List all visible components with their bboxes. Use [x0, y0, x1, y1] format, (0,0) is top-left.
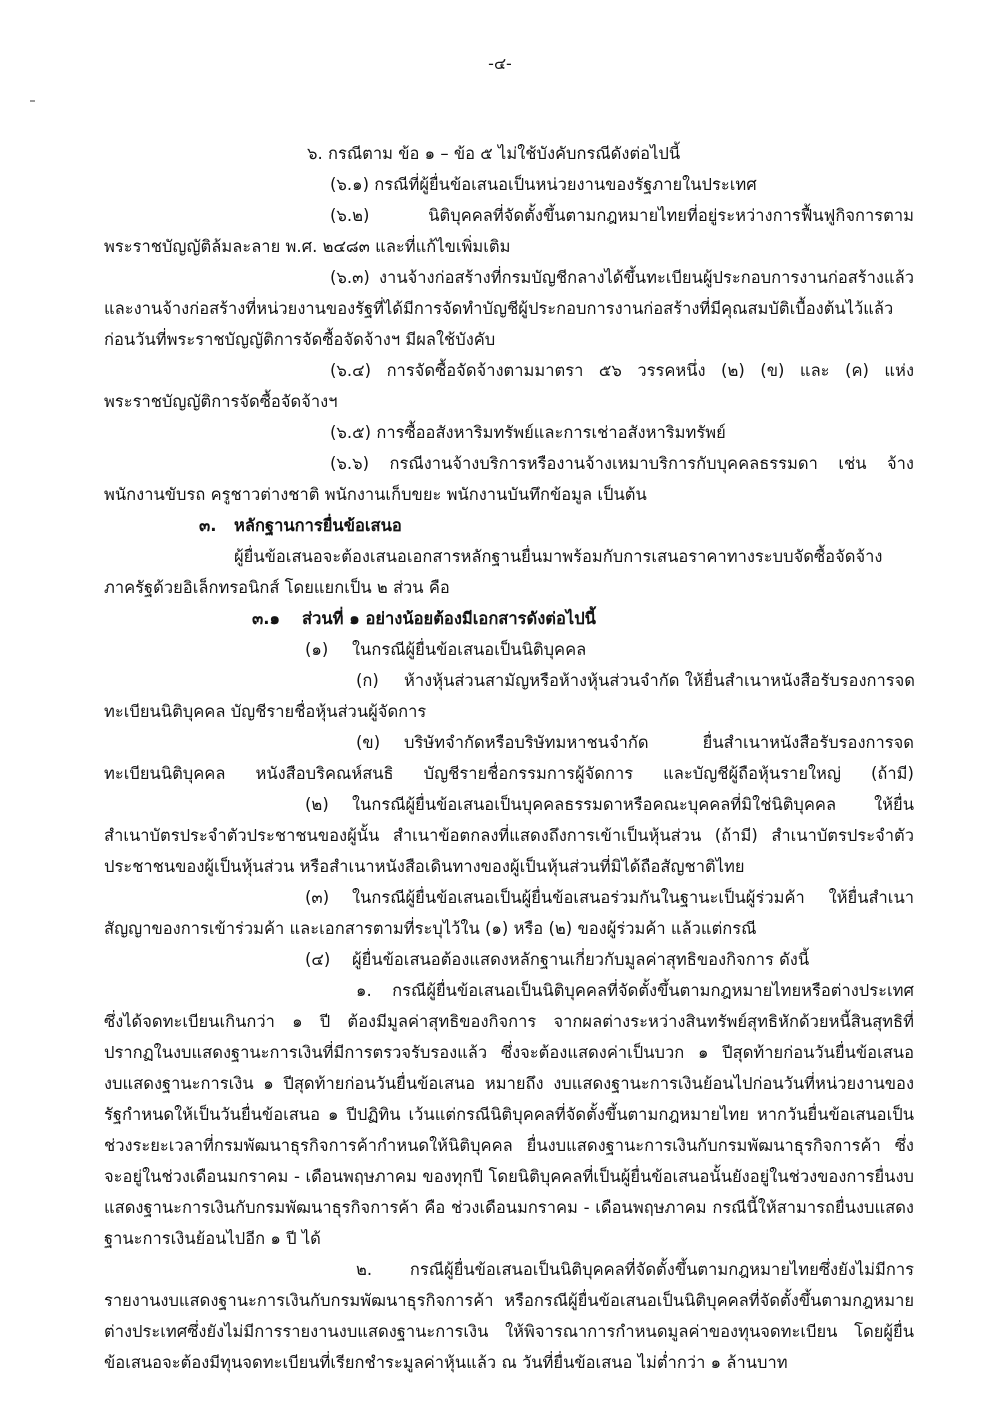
text-line: จะอยู่ในช่วงเดือนมกราคม - เดือนพฤษภาคม ของทุกปี โดยนิติบุคคลที่เป็นผู้ยื่นข้อเสนอนั้นยังอยู่ในช่วงของการยื่นงบ	[104, 1167, 914, 1186]
section-number: ๓.	[199, 516, 217, 535]
text-line: ๑. กรณีผู้ยื่นข้อเสนอเป็นนิติบุคคลที่จัดตั้งขึ้นตามกฎหมายไทยหรือต่างประเทศ	[356, 981, 914, 1000]
text-line: ในกรณีผู้ยื่นข้อเสนอเป็นผู้ยื่นข้อเสนอร่วมกันในฐานะเป็นผู้ร่วมค้า ให้ยื่นสำเนา	[352, 888, 914, 907]
page-number: -๔-	[488, 54, 512, 73]
text-line: ต่างประเทศซึ่งยังไม่มีการรายงานงบแสดงฐานะการเงิน ให้พิจารณาการกำหนดมูลค่าของทุนจดทะเบียน โดยผู้ยื่น	[104, 1322, 914, 1341]
text-line: พนักงานขับรถ ครูชาวต่างชาติ พนักงานเก็บขยะ พนักงานบันทึกข้อมูล เป็นต้น	[104, 485, 647, 504]
text-line: ก่อนวันที่พระราชบัญญัติการจัดซื้อจัดจ้างฯ มีผลใช้บังคับ	[104, 330, 496, 349]
scan-mark	[30, 100, 35, 102]
item-number: (๓)	[305, 888, 330, 907]
text-line: ในกรณีผู้ยื่นข้อเสนอเป็นนิติบุคคล	[352, 640, 587, 659]
text-line: ในกรณีผู้ยื่นข้อเสนอเป็นบุคคลธรรมดาหรือคณะบุคคลที่มิใช่นิติบุคคล ให้ยื่น	[352, 795, 914, 814]
text-line: (๖.๔) การจัดซื้อจัดจ้างตามมาตรา ๕๖ วรรคหนึ่ง (๒) (ข) และ (ค) แห่ง	[330, 361, 914, 380]
text-line: สำเนาบัตรประจำตัวประชาชนของผู้นั้น สำเนาข้อตกลงที่แสดงถึงการเข้าเป็นหุ้นส่วน (ถ้ามี) สำเนาบัตรประจำตัว	[104, 826, 914, 845]
text-line: และงานจ้างก่อสร้างที่หน่วยงานของรัฐที่ได้มีการจัดทำบัญชีผู้ประกอบการงานก่อสร้างที่มีคุณสมบัติเบื้องต้นไว้แล้ว	[104, 299, 894, 318]
text-line: สัญญาของการเข้าร่วมค้า และเอกสารตามที่ระบุไว้ใน (๑) หรือ (๒) ของผู้ร่วมค้า แล้วแต่กรณี	[104, 919, 757, 938]
text-line: ห้างหุ้นส่วนสามัญหรือห้างหุ้นส่วนจำกัด ให้ยื่นสำเนาหนังสือรับรองการจด	[404, 671, 916, 690]
text-line: ผู้ยื่นข้อเสนอจะต้องเสนอเอกสารหลักฐานยื่นมาพร้อมกับการเสนอราคาทางระบบจัดซื้อจัดจ้าง	[234, 547, 883, 566]
subsection-number: ๓.๑	[252, 609, 281, 628]
text-line: ทะเบียนนิติบุคคล บัญชีรายชื่อหุ้นส่วนผู้จัดการ	[104, 702, 427, 721]
text-line: งบแสดงฐานะการเงิน ๑ ปีสุดท้ายก่อนวันยื่นข้อเสนอ หมายถึง งบแสดงฐานะการเงินย้อนไปก่อนวันที่หน่วยงานของ	[104, 1074, 914, 1093]
text-line: ภาครัฐด้วยอิเล็กทรอนิกส์ โดยแยกเป็น ๒ ส่วน คือ	[104, 578, 450, 597]
text-line: แสดงฐานะการเงินกับกรมพัฒนาธุรกิจการค้า คือ ช่วงเดือนมกราคม - เดือนพฤษภาคม กรณีนี้ให้สามารถยื่นงบแสดง	[104, 1198, 914, 1217]
text-line: ๒. กรณีผู้ยื่นข้อเสนอเป็นนิติบุคคลที่จัดตั้งขึ้นตามกฎหมายไทยซึ่งยังไม่มีการ	[356, 1260, 914, 1279]
text-line: (๖.๓) งานจ้างก่อสร้างที่กรมบัญชีกลางได้ขึ้นทะเบียนผู้ประกอบการงานก่อสร้างแล้ว	[330, 268, 914, 287]
item-number: (ข)	[356, 733, 381, 752]
text-line: ๖. กรณีตาม ข้อ ๑ – ข้อ ๕ ไม่ใช้บังคับกรณีดังต่อไปนี้	[307, 144, 681, 163]
text-line: (๖.๕) การซื้ออสังหาริมทรัพย์และการเช่าอสังหาริมทรัพย์	[330, 423, 726, 442]
text-line: ฐานะการเงินย้อนไปอีก ๑ ปี ได้	[104, 1229, 321, 1248]
section-heading: หลักฐานการยื่นข้อเสนอ	[234, 516, 402, 535]
text-line: ช่วงระยะเวลาที่กรมพัฒนาธุรกิจการค้ากำหนดให้นิติบุคคล ยื่นงบแสดงฐานะการเงินกับกรมพัฒนาธุรกิจการค้า ซึ่ง	[104, 1136, 914, 1155]
text-line: บริษัทจำกัดหรือบริษัทมหาชนจำกัด ยื่นสำเนาหนังสือรับรองการจด	[404, 733, 914, 752]
text-line: (๖.๑) กรณีที่ผู้ยื่นข้อเสนอเป็นหน่วยงานของรัฐภายในประเทศ	[330, 175, 757, 194]
text-line: ปรากฏในงบแสดงฐานะการเงินที่มีการตรวจรับรองแล้ว ซึ่งจะต้องแสดงค่าเป็นบวก ๑ ปีสุดท้ายก่อนวันยื่นข้อเสนอ	[104, 1043, 914, 1062]
text-line: ทะเบียนนิติบุคคล หนังสือบริคณห์สนธิ บัญชีรายชื่อกรรมการผู้จัดการ และบัญชีผู้ถือหุ้นรายใหญ่ (ถ้ามี)	[104, 764, 914, 783]
item-number: (๑)	[305, 640, 329, 659]
text-line: (๖.๖) กรณีงานจ้างบริการหรืองานจ้างเหมาบริการกับบุคคลธรรมดา เช่น จ้าง	[330, 454, 914, 473]
text-line: (๖.๒) นิติบุคคลที่จัดตั้งขึ้นตามกฎหมายไทยที่อยู่ระหว่างการฟื้นฟูกิจการตาม	[330, 206, 914, 225]
text-line: พระราชบัญญัติล้มละลาย พ.ศ. ๒๔๘๓ และที่แก้ไขเพิ่มเติม	[104, 237, 511, 256]
text-line: รายงานงบแสดงฐานะการเงินกับกรมพัฒนาธุรกิจการค้า หรือกรณีผู้ยื่นข้อเสนอเป็นนิติบุคคลที่จัดตั้งขึ้นตามกฎหมาย	[104, 1291, 914, 1310]
item-number: (๒)	[305, 795, 329, 814]
subsection-heading: ส่วนที่ ๑ อย่างน้อยต้องมีเอกสารดังต่อไปนี้	[302, 609, 596, 628]
text-line: ผู้ยื่นข้อเสนอต้องแสดงหลักฐานเกี่ยวกับมูลค่าสุทธิของกิจการ ดังนี้	[352, 950, 810, 969]
text-line: ประชาชนของผู้เป็นหุ้นส่วน หรือสำเนาหนังสือเดินทางของผู้เป็นหุ้นส่วนที่มิได้ถือสัญชาติไทย	[104, 857, 745, 876]
text-line: พระราชบัญญัติการจัดซื้อจัดจ้างฯ	[104, 392, 338, 411]
text-line: ข้อเสนอจะต้องมีทุนจดทะเบียนที่เรียกชำระมูลค่าหุ้นแล้ว ณ วันที่ยื่นข้อเสนอ ไม่ต่ำกว่า ๑ ล้านบาท	[104, 1353, 788, 1372]
item-number: (ก)	[356, 671, 379, 690]
text-line: รัฐกำหนดให้เป็นวันยื่นข้อเสนอ ๑ ปีปฏิทิน เว้นแต่กรณีนิติบุคคลที่จัดตั้งขึ้นตามกฎหมายไทย หากวันยื่นข้อเสนอเป็น	[104, 1105, 914, 1124]
text-line: ซึ่งได้จดทะเบียนเกินกว่า ๑ ปี ต้องมีมูลค่าสุทธิของกิจการ จากผลต่างระหว่างสินทรัพย์สุทธิหักด้วยหนี้สินสุทธิที่	[104, 1012, 914, 1031]
item-number: (๔)	[305, 950, 331, 969]
